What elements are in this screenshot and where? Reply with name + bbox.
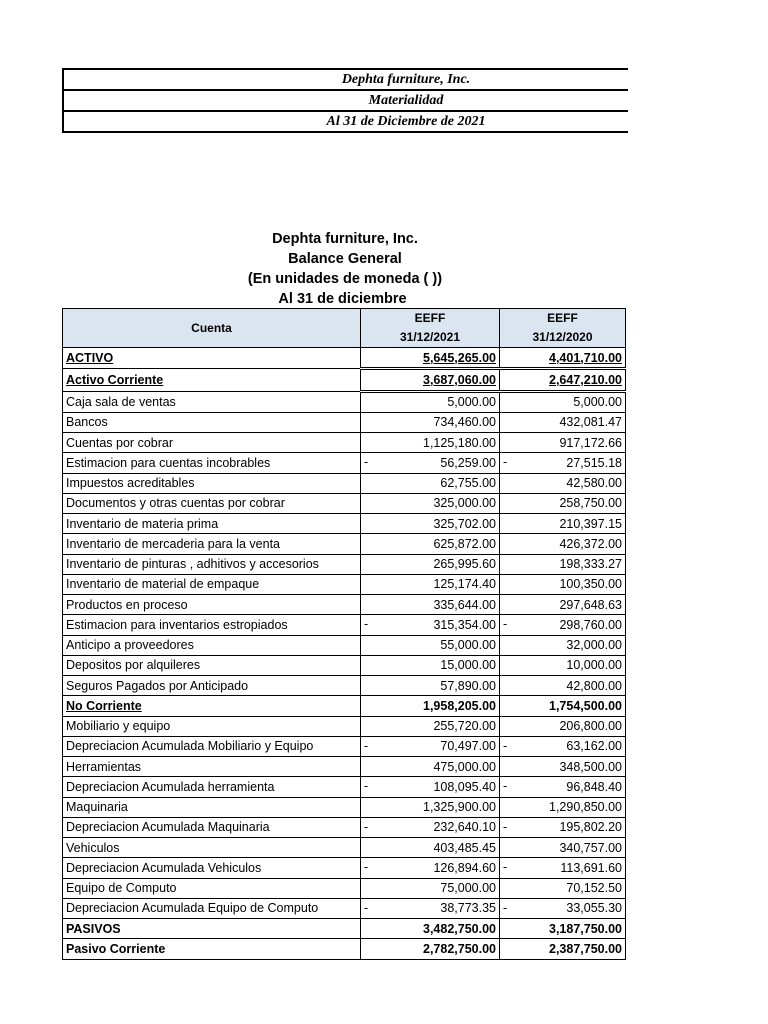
account-name-cell: Inventario de material de empaque — [63, 574, 361, 594]
account-name-cell: Depositos por alquileres — [63, 655, 361, 675]
amount-2021-cell: 1,125,180.00 — [361, 433, 500, 453]
amount-2021-cell: 403,485.45 — [361, 838, 500, 858]
negative-sign: - — [364, 900, 369, 915]
account-name-cell: Inventario de pinturas , adhitivos y accesorios — [63, 554, 361, 574]
amount-2021-cell: - 56,259.00 — [361, 453, 500, 473]
amount-2020-cell: - 195,802.20 — [500, 817, 626, 837]
col-header-2021: EEFF 31/12/2021 — [361, 309, 500, 348]
table-header-row — [63, 309, 626, 348]
title-units: (En unidades de moneda ( )) — [247, 271, 443, 287]
table-row — [63, 838, 626, 858]
amount-2021-cell: - 232,640.10 — [361, 817, 500, 837]
table-row — [63, 412, 626, 432]
table-row — [63, 453, 626, 473]
account-name-cell: Depreciacion Acumulada herramienta — [63, 777, 361, 797]
amount-2020-cell: 42,580.00 — [500, 473, 626, 493]
amount-2020-cell: 10,000.00 — [500, 655, 626, 675]
account-name-cell: Caja sala de ventas — [63, 391, 361, 412]
amount-2021-cell: 734,460.00 — [361, 412, 500, 432]
header-company: Dephta furniture, Inc. — [64, 68, 628, 89]
table-row — [63, 595, 626, 615]
amount-2021-cell: 2,782,750.00 — [361, 939, 500, 959]
table-row — [63, 898, 626, 918]
negative-sign: - — [364, 617, 369, 632]
table-row — [63, 858, 626, 878]
amount-2021-cell: 62,755.00 — [361, 473, 500, 493]
account-name-cell: No Corriente — [63, 696, 361, 716]
table-row — [63, 777, 626, 797]
table-row — [63, 369, 626, 391]
account-name-cell: Anticipo a proveedores — [63, 635, 361, 655]
table-row — [63, 797, 626, 817]
negative-sign: - — [364, 738, 369, 753]
amount-2021-cell: 255,720.00 — [361, 716, 500, 736]
amount-2021-cell: 1,958,205.00 — [361, 696, 500, 716]
amount-2021-cell: 5,000.00 — [361, 391, 500, 412]
amount-2021-cell: 325,702.00 — [361, 514, 500, 534]
title-date: Al 31 de diciembre — [278, 291, 407, 307]
header-date: Al 31 de Diciembre de 2021 — [64, 110, 628, 133]
balance-sheet-table — [62, 308, 626, 960]
amount-2021-cell: - 126,894.60 — [361, 858, 500, 878]
negative-sign: - — [364, 860, 369, 875]
table-row — [63, 348, 626, 369]
title-company: Dephta furniture, Inc. — [272, 231, 418, 247]
title-statement: Balance General — [288, 251, 402, 267]
amount-2021-cell: 125,174.40 — [361, 574, 500, 594]
amount-2021-cell: - 70,497.00 — [361, 736, 500, 756]
amount-2020-cell: - 298,760.00 — [500, 615, 626, 635]
negative-sign: - — [503, 900, 508, 915]
account-name-cell: Depreciacion Acumulada Mobiliario y Equipo — [63, 736, 361, 756]
table-row — [63, 919, 626, 939]
account-name-cell: Inventario de mercaderia para la venta — [63, 534, 361, 554]
amount-2021-cell: 3,482,750.00 — [361, 919, 500, 939]
amount-2021-cell: 3,687,060.00 — [361, 369, 500, 391]
amount-2021-cell: 265,995.60 — [361, 554, 500, 574]
amount-2021-cell: - 38,773.35 — [361, 898, 500, 918]
table-row — [63, 574, 626, 594]
account-name-cell: Maquinaria — [63, 797, 361, 817]
amount-2021-cell: 5,645,265.00 — [361, 348, 500, 369]
account-name-cell: Impuestos acreditables — [63, 473, 361, 493]
amount-2020-cell: 100,350.00 — [500, 574, 626, 594]
amount-2021-cell: 55,000.00 — [361, 635, 500, 655]
amount-2020-cell: 2,387,750.00 — [500, 939, 626, 959]
negative-sign: - — [503, 779, 508, 794]
amount-2021-cell: 625,872.00 — [361, 534, 500, 554]
negative-sign: - — [364, 455, 369, 470]
amount-2020-cell: 5,000.00 — [500, 391, 626, 412]
account-name-cell: ACTIVO — [63, 348, 361, 369]
materiality-header-box — [62, 68, 628, 133]
amount-2020-cell: 32,000.00 — [500, 635, 626, 655]
amount-2021-cell: 1,325,900.00 — [361, 797, 500, 817]
amount-2020-cell: 297,648.63 — [500, 595, 626, 615]
negative-sign: - — [503, 860, 508, 875]
table-body — [63, 348, 626, 960]
account-name-cell: Equipo de Computo — [63, 878, 361, 898]
table-row — [63, 514, 626, 534]
amount-2021-cell: 57,890.00 — [361, 676, 500, 696]
table-row — [63, 939, 626, 959]
amount-2020-cell: 432,081.47 — [500, 412, 626, 432]
table-row — [63, 493, 626, 513]
account-name-cell: Depreciacion Acumulada Vehiculos — [63, 858, 361, 878]
negative-sign: - — [364, 819, 369, 834]
negative-sign: - — [503, 617, 508, 632]
table-row — [63, 676, 626, 696]
amount-2020-cell: 348,500.00 — [500, 757, 626, 777]
account-name-cell: Documentos y otras cuentas por cobrar — [63, 493, 361, 513]
table-row — [63, 655, 626, 675]
account-name-cell: Activo Corriente — [63, 369, 361, 391]
table-row — [63, 554, 626, 574]
amount-2020-cell: 1,754,500.00 — [500, 696, 626, 716]
negative-sign: - — [503, 455, 508, 470]
amount-2020-cell: 340,757.00 — [500, 838, 626, 858]
amount-2020-cell: 210,397.15 — [500, 514, 626, 534]
negative-sign: - — [364, 779, 369, 794]
table-row — [63, 615, 626, 635]
amount-2020-cell: - 33,055.30 — [500, 898, 626, 918]
table-row — [63, 473, 626, 493]
amount-2021-cell: 15,000.00 — [361, 655, 500, 675]
amount-2020-cell: 3,187,750.00 — [500, 919, 626, 939]
account-name-cell: Inventario de materia prima — [63, 514, 361, 534]
account-name-cell: Mobiliario y equipo — [63, 716, 361, 736]
negative-sign: - — [503, 819, 508, 834]
table-row — [63, 696, 626, 716]
amount-2020-cell: 258,750.00 — [500, 493, 626, 513]
table-row — [63, 534, 626, 554]
amount-2020-cell: - 63,162.00 — [500, 736, 626, 756]
amount-2020-cell: 917,172.66 — [500, 433, 626, 453]
amount-2020-cell: 426,372.00 — [500, 534, 626, 554]
amount-2021-cell: 75,000.00 — [361, 878, 500, 898]
account-name-cell: PASIVOS — [63, 919, 361, 939]
table-row — [63, 736, 626, 756]
amount-2021-cell: 475,000.00 — [361, 757, 500, 777]
amount-2020-cell: 206,800.00 — [500, 716, 626, 736]
amount-2021-cell: 335,644.00 — [361, 595, 500, 615]
account-name-cell: Pasivo Corriente — [63, 939, 361, 959]
account-name-cell: Vehiculos — [63, 838, 361, 858]
amount-2021-cell: - 315,354.00 — [361, 615, 500, 635]
balance-sheet-title — [200, 229, 490, 309]
amount-2020-cell: - 113,691.60 — [500, 858, 626, 878]
col-header-account: Cuenta — [63, 309, 361, 348]
account-name-cell: Cuentas por cobrar — [63, 433, 361, 453]
table-row — [63, 817, 626, 837]
header-subject: Materialidad — [64, 89, 628, 110]
account-name-cell: Seguros Pagados por Anticipado — [63, 676, 361, 696]
amount-2020-cell: 2,647,210.00 — [500, 369, 626, 391]
amount-2020-cell: 70,152.50 — [500, 878, 626, 898]
account-name-cell: Estimacion para inventarios estropiados — [63, 615, 361, 635]
table-row — [63, 433, 626, 453]
amount-2020-cell: - 27,515.18 — [500, 453, 626, 473]
table-row — [63, 878, 626, 898]
table-row — [63, 757, 626, 777]
account-name-cell: Depreciacion Acumulada Maquinaria — [63, 817, 361, 837]
table-row — [63, 391, 626, 412]
account-name-cell: Depreciacion Acumulada Equipo de Computo — [63, 898, 361, 918]
col-header-2020: EEFF 31/12/2020 — [500, 309, 626, 348]
account-name-cell: Herramientas — [63, 757, 361, 777]
amount-2021-cell: - 108,095.40 — [361, 777, 500, 797]
account-name-cell: Estimacion para cuentas incobrables — [63, 453, 361, 473]
table-row — [63, 716, 626, 736]
table-row — [63, 635, 626, 655]
amount-2020-cell: - 96,848.40 — [500, 777, 626, 797]
amount-2020-cell: 1,290,850.00 — [500, 797, 626, 817]
account-name-cell: Bancos — [63, 412, 361, 432]
amount-2021-cell: 325,000.00 — [361, 493, 500, 513]
amount-2020-cell: 42,800.00 — [500, 676, 626, 696]
account-name-cell: Productos en proceso — [63, 595, 361, 615]
negative-sign: - — [503, 738, 508, 753]
amount-2020-cell: 198,333.27 — [500, 554, 626, 574]
amount-2020-cell: 4,401,710.00 — [500, 348, 626, 369]
